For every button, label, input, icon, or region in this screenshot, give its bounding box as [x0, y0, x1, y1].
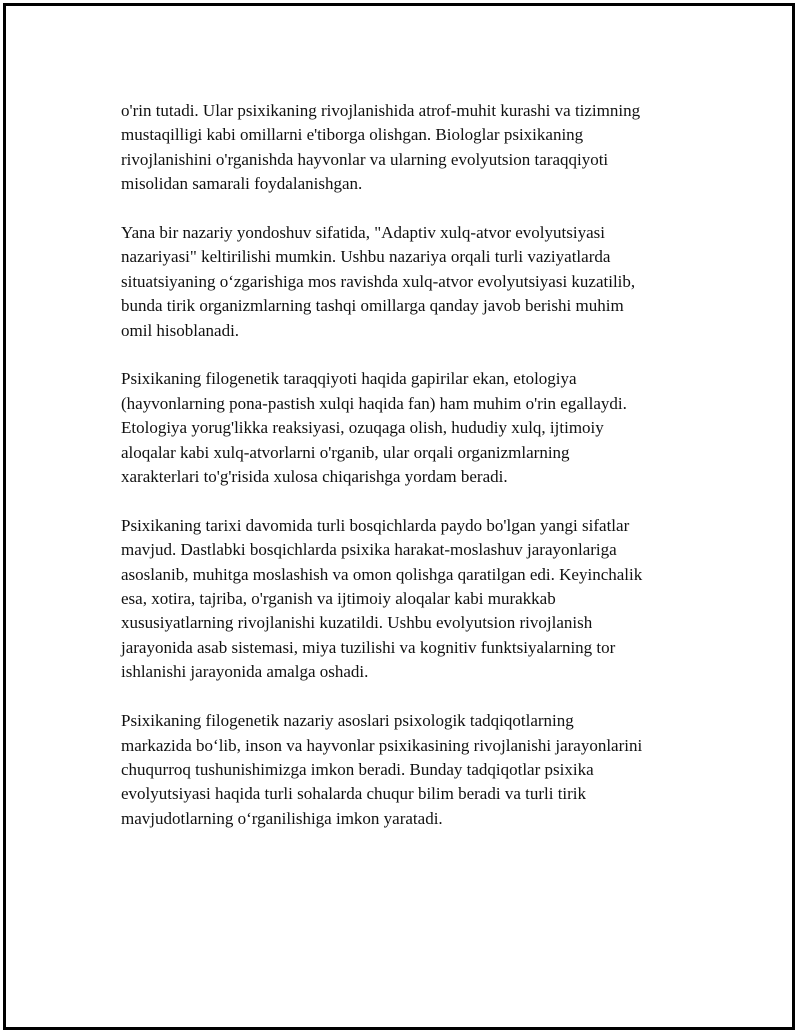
page-frame — [3, 3, 795, 1030]
text-line: chuqurroq tushunishimizga imkon beradi. Bunday tadqiqotlar psixika — [121, 759, 594, 779]
text-line: xususiyatlarning rivojlanishi kuzatildi. Ushbu evolyutsion rivojlanish — [121, 613, 593, 633]
text-line: asoslanib, muhitga moslashish va omon qolishga qaratilgan edi. Keyinchalik — [121, 564, 643, 584]
text-line: xarakterlari to'g'risida xulosa chiqarishga yordam beradi. — [121, 467, 508, 487]
text-line: mavjudotlarning o‘rganilishiga imkon yaratadi. — [121, 808, 443, 828]
text-line: ishlanishi jarayonida amalga oshadi. — [121, 662, 369, 682]
text-line: situatsiyaning o‘zgarishiga mos ravishda xulq-atvor evolyutsiyasi kuzatilib, — [121, 271, 636, 291]
text-line: bunda tirik organizmlarning tashqi omillarga qanday javob berishi muhim — [121, 296, 624, 316]
paragraph-4 — [121, 514, 691, 685]
text-line: omil hisoblanadi. — [121, 320, 240, 340]
text-line: misolidan samarali foydalanishgan. — [121, 174, 363, 194]
text-line: (hayvonlarning pona-pastish xulqi haqida fan) ham muhim o'rin egallaydi. — [121, 393, 627, 413]
text-line: nazariyasi" keltirilishi mumkin. Ushbu nazariya orqali turli vaziyatlarda — [121, 247, 611, 267]
text-line: jarayonida asab sistemasi, miya tuzilishi va kognitiv funktsiyalarning tor — [121, 637, 616, 657]
paragraph-1 — [121, 99, 691, 197]
paragraph-3 — [121, 367, 691, 489]
text-line: Psixikaning tarixi davomida turli bosqichlarda paydo bo'lgan yangi sifatlar — [121, 515, 630, 535]
text-line: Psixikaning filogenetik taraqqiyoti haqida gapirilar ekan, etologiya — [121, 369, 577, 389]
text-line: esa, xotira, tajriba, o'rganish va ijtimoiy aloqalar kabi murakkab — [121, 589, 556, 609]
document-body — [121, 99, 691, 856]
paragraph-2 — [121, 221, 691, 343]
text-line: markazida bo‘lib, inson va hayvonlar psixikasining rivojlanishi jarayonlarini — [121, 735, 643, 755]
text-line: aloqalar kabi xulq-atvorlarni o'rganib, ular orqali organizmlarning — [121, 442, 570, 462]
text-line: Etologiya yorug'likka reaksiyasi, ozuqaga olish, hududiy xulq, ijtimoiy — [121, 418, 604, 438]
text-line: mavjud. Dastlabki bosqichlarda psixika harakat-moslashuv jarayonlariga — [121, 540, 617, 560]
text-line: o'rin tutadi. Ular psixikaning rivojlanishida atrof-muhit kurashi va tizimning — [121, 101, 641, 120]
text-line: mustaqilligi kabi omillarni e'tiborga olishgan. Biologlar psixikaning — [121, 125, 584, 145]
text-line: rivojlanishini o'rganishda hayvonlar va ularning evolyutsion taraqqiyoti — [121, 149, 609, 169]
text-line: Yana bir nazariy yondoshuv sifatida, "Adaptiv xulq-atvor evolyutsiyasi — [121, 223, 605, 243]
paragraph-5 — [121, 709, 691, 831]
text-line: Psixikaning filogenetik nazariy asoslari psixologik tadqiqotlarning — [121, 711, 574, 731]
text-line: evolyutsiyasi haqida turli sohalarda chuqur bilim beradi va turli tirik — [121, 784, 587, 804]
